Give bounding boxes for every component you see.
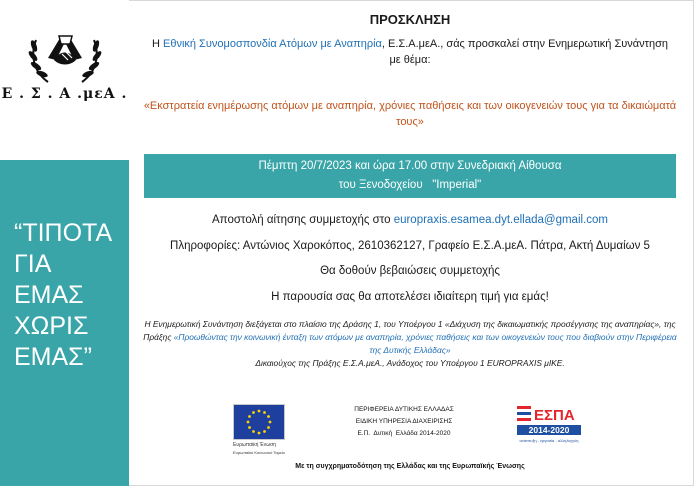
venue-line: του Ξενοδοχείου "Imperial" bbox=[338, 179, 482, 191]
application-email-link[interactable]: europraxis.esamea.dyt.ellada@gmail.com bbox=[393, 214, 608, 226]
espa-icon bbox=[517, 404, 581, 444]
footer-logos bbox=[129, 398, 691, 455]
region-line: ΕΙΔΙΚΗ ΥΠΗΡΕΣΙΑ ΔΙΑΧΕΙΡΙΣΗΣ bbox=[355, 418, 453, 425]
espa-logo bbox=[517, 404, 581, 444]
slogan-line: ΕΜΑΣ bbox=[14, 281, 84, 309]
esamea-logo bbox=[0, 0, 129, 160]
intro-rest: , Ε.Σ.Α.μεΑ., σάς προσκαλεί στην Ενημερωτική Συνάντηση με θέμα: bbox=[381, 38, 668, 66]
slogan-line: ΕΜΑΣ” bbox=[14, 343, 92, 371]
certificates-line: Θα δοθούν βεβαιώσεις συμμετοχής bbox=[320, 265, 500, 277]
slogan bbox=[14, 218, 112, 373]
application-label: Αποστολή αίτησης συμμετοχής στο bbox=[212, 214, 394, 226]
note-part-3: Δικαιούχος της Πράξης Ε.Σ.Α.μεΑ., Ανάδοχος του Υποέργου 1 EUROPRAXIS μΙΚΕ. bbox=[255, 358, 565, 368]
date-line: Πέμπτη 20/7/2023 και ώρα 17.00 στην Συνεδριακή Αίθουσα bbox=[258, 160, 562, 172]
slogan-line: “ΤΙΠΟΤΑ bbox=[14, 219, 113, 247]
espa-tagline: ανάπτυξη - εργασία - αλληλεγγύη bbox=[519, 438, 579, 443]
funding-note bbox=[139, 318, 681, 370]
date-venue-box bbox=[144, 154, 676, 198]
region-text bbox=[319, 404, 489, 440]
region-line: Ε.Π. Δυτική Ελλάδα 2014-2020 bbox=[357, 430, 451, 437]
slogan-panel bbox=[0, 160, 129, 486]
invitation-content bbox=[129, 0, 691, 486]
cofunding-line: Με τη συγχρηματοδότηση της Ελλάδας και της Ευρωπαϊκής Ένωσης bbox=[295, 463, 525, 470]
note-project-title: «Προωθώντας την κοινωνική ένταξη των ατόμων με αναπηρία, χρόνιες παθήσεις και των οικογενειών τους που διαβιούν στην Περιφέρεια της Δυτικής Ελλάδας» bbox=[173, 332, 677, 355]
honor-line: Η παρουσία σας θα αποτελέσει ιδιαίτερη τιμή για εμάς! bbox=[271, 291, 549, 303]
eu-caption: Ευρωπαϊκή Ένωση bbox=[233, 442, 276, 448]
intro-prefix: Η bbox=[151, 38, 163, 50]
meeting-topic: «Εκστρατεία ενημέρωσης ατόμων με αναπηρία, χρόνιες παθήσεις και των οικογενειών τους για τα δικαιώματά τους» bbox=[143, 100, 677, 128]
laurel-hands-icon bbox=[26, 20, 104, 86]
application-line bbox=[129, 214, 691, 226]
info-line: Πληροφορίες: Αντώνιος Χαροκόπος, 2610362127, Γραφείο Ε.Σ.Α.μεΑ. Πάτρα, Ακτή Δυμαίων 5 bbox=[170, 240, 650, 252]
note-part-1: Η Ενημερωτική Συνάντηση διεξάγεται στο πλαίσιο της Δράσης 1, του Υποέργου 1 «Διάχυση της δικαιωματικής προσέγγισης της αναπηρίας», της Πράξης bbox=[143, 319, 676, 342]
region-line: ΠΕΡΙΦΕΡΕΙΑ ΔΥΤΙΚΗΣ ΕΛΛΑΔΑΣ bbox=[354, 406, 454, 413]
organization-name: Εθνική Συνομοσπονδία Ατόμων με Αναπηρία bbox=[162, 38, 382, 50]
eu-logo bbox=[233, 404, 285, 456]
side-panel bbox=[0, 0, 129, 486]
eu-flag-icon bbox=[233, 404, 285, 440]
intro-paragraph bbox=[147, 36, 673, 68]
logo-text: Ε . Σ . Α .μεΑ . bbox=[1, 86, 128, 102]
slogan-line: ΓΙΑ bbox=[14, 250, 52, 278]
slogan-line: ΧΩΡΙΣ bbox=[14, 312, 89, 340]
espa-name: ΕΣΠΑ bbox=[534, 407, 575, 424]
espa-years: 2014-2020 bbox=[528, 425, 570, 435]
page-title: ΠΡΟΣΚΛΗΣΗ bbox=[369, 12, 451, 27]
eu-fund-caption: Ευρωπαϊκό Κοινωνικό Ταμείο bbox=[233, 450, 285, 455]
